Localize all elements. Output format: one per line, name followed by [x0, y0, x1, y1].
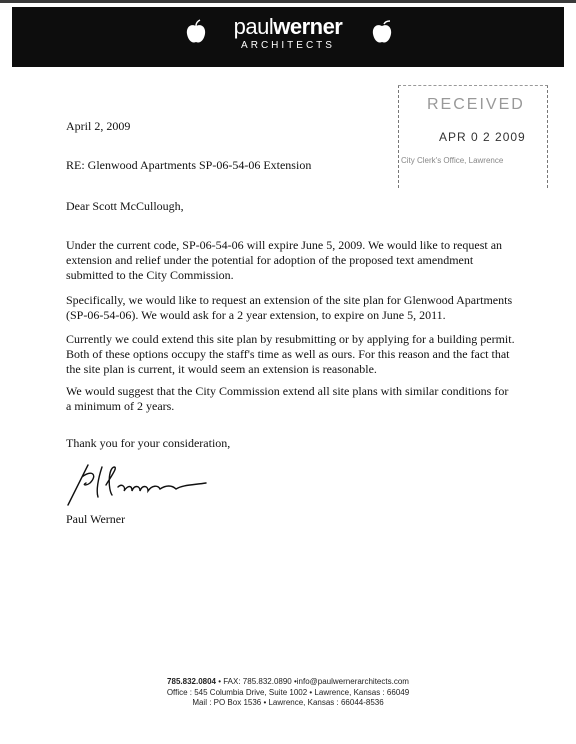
paragraph-3: Currently we could extend this site plan by resubmitting or by applying for a building permit. Both of these options occupy the staff's time as well as ours. For this reason and the fact that the site plan is current, it would seem an extension is reasonable. — [66, 332, 515, 376]
stamp-office: City Clerk's Office, Lawrence — [401, 156, 504, 165]
closing: Thank you for your consideration, — [66, 436, 231, 450]
footer-contact: 785.832.0804 • FAX: 785.832.0890 •info@paulwernerarchitects.com Office : 545 Columbia Drive, Suite 1002 • Lawrence, Kansas : 66049 Mail : PO Box 1536 • Lawrence, Kansas : 66044-8536 — [0, 677, 576, 709]
paragraph-2: Specifically, we would like to request an extension of the site plan for Glenwood Apartments (SP-06-54-06). We would ask for a 2 year extension, to expire on June 5, 2011. — [66, 293, 513, 322]
footer-phone: 785.832.0804 — [167, 677, 216, 686]
paragraph-4: We would suggest that the City Commission extend all site plans with similar conditions for a minimum of 2 years. — [66, 384, 509, 413]
stamp-received: RECEIVED — [427, 96, 525, 113]
top-rule — [0, 0, 576, 3]
apple-logo-icon-right — [370, 19, 394, 45]
brand-bold: werner — [273, 14, 343, 39]
footer-mail-address: Mail : PO Box 1536 • Lawrence, Kansas : 66044-8536 — [192, 698, 384, 707]
letter-date: April 2, 2009 — [66, 119, 131, 133]
salutation: Dear Scott McCullough, — [66, 199, 184, 213]
paragraph-1: Under the current code, SP-06-54-06 will expire June 5, 2009. We would like to request an extension and relief under the potential for adoption of the proposed text amendment submitted to the City Commission. — [66, 238, 503, 282]
footer-line1: FAX: 785.832.0890 •info@paulwernerarchitects.com — [223, 677, 409, 686]
footer-office-address: Office : 545 Columbia Drive, Suite 1002 • Lawrence, Kansas : 66049 — [166, 687, 410, 697]
brand-light: paul — [233, 14, 274, 39]
stamp-date: APR 0 2 2009 — [439, 130, 526, 144]
signer-name: Paul Werner — [66, 512, 126, 526]
received-stamp — [398, 85, 548, 188]
brand-wordmark — [12, 15, 564, 53]
handwritten-signature — [62, 455, 222, 511]
letter-subject: RE: Glenwood Apartments SP-06-54-06 Extension — [66, 158, 312, 172]
letterhead-banner — [12, 7, 564, 67]
brand-subtitle: ARCHITECTS — [241, 40, 335, 51]
